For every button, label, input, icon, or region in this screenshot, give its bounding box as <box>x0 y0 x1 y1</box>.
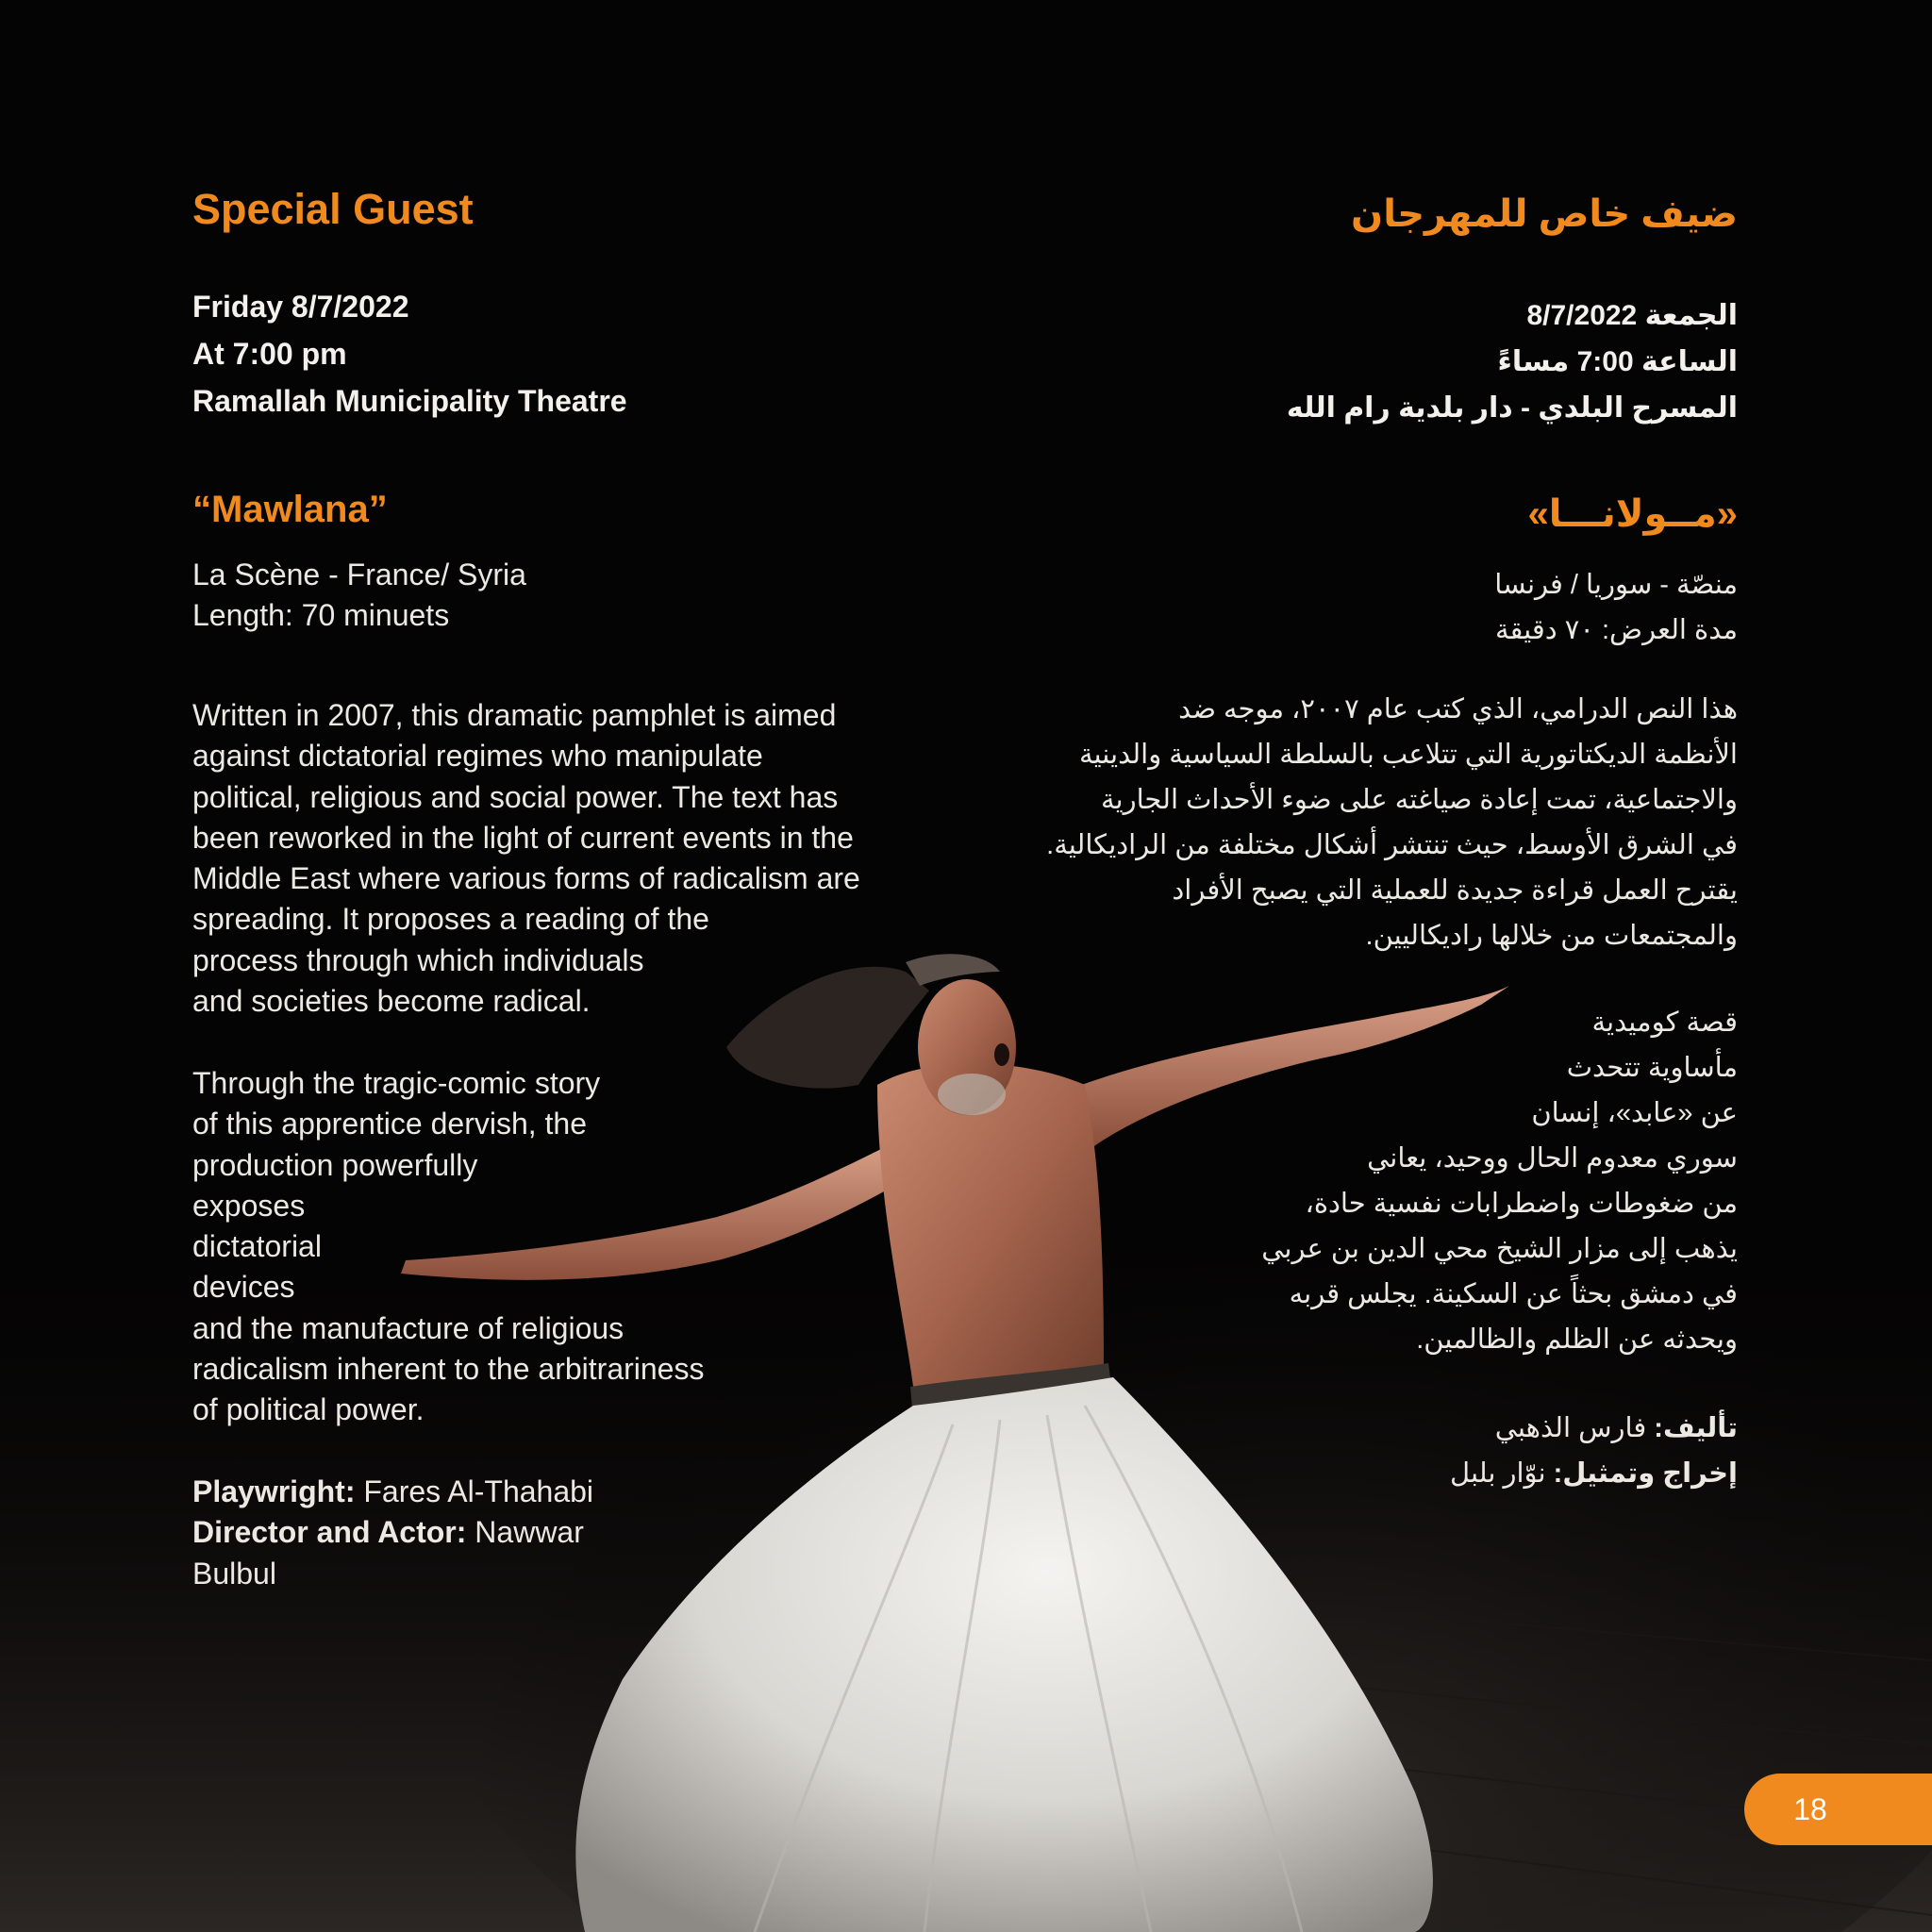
text-line: الأنظمة الديكتاتورية التي تتلاعب بالسلطة السياسية والدينية <box>1078 740 1738 770</box>
text-line: devices <box>192 1270 295 1305</box>
company-en: La Scène - France/ Syria <box>192 558 526 591</box>
text-line: political, religious and social power. The text has <box>192 779 839 814</box>
section-title-en: Special Guest <box>192 185 474 233</box>
description-paragraph-1-en <box>192 695 860 1022</box>
director-name-ar: نوّار بلبل <box>1450 1458 1554 1489</box>
text-line: من ضغوطات واضطرابات نفسية حادة، <box>1305 1189 1738 1219</box>
description-paragraph-2-en <box>192 1063 704 1431</box>
show-title-en: “Mawlana” <box>192 489 388 530</box>
text-line: against dictatorial regimes who manipulate <box>192 739 763 774</box>
credits-ar <box>1450 1406 1738 1496</box>
text-line: exposes <box>192 1188 306 1223</box>
text-line: هذا النص الدرامي، الذي كتب عام ٢٠٠٧، موجه ضد <box>1178 694 1738 724</box>
playwright-credit-ar <box>1450 1406 1738 1451</box>
text-line: يذهب إلى مزار الشيخ محي الدين بن عربي <box>1261 1234 1738 1264</box>
show-meta-en <box>192 555 526 636</box>
playwright-name-en: Fares Al-Thahabi <box>355 1474 594 1508</box>
director-credit-en <box>192 1512 593 1553</box>
director-label-ar: إخراج وتمثيل: <box>1553 1458 1738 1489</box>
show-title-ar: «مــولانـــا» <box>1527 493 1738 535</box>
description-paragraph-2-ar <box>1261 1000 1738 1362</box>
text-line: production powerfully <box>192 1147 478 1182</box>
length-ar: مدة العرض: ٧٠ دقيقة <box>1494 615 1738 645</box>
page-number: 18 <box>1793 1792 1827 1826</box>
playwright-label-ar: تأليف: <box>1654 1413 1738 1443</box>
text-line: Through the tragic-comic story <box>192 1066 601 1100</box>
event-time-en: At 7:00 pm <box>192 337 347 371</box>
text-line: قصة كوميدية <box>1591 1008 1738 1038</box>
text-line: في الشرق الأوسط، حيث تنتشر أشكال مختلفة من الراديكالية. <box>1046 830 1738 860</box>
text-line: dictatorial <box>192 1229 322 1264</box>
text-line: process through which individuals <box>192 942 644 977</box>
text-line: سوري معدوم الحال ووحيد، يعاني <box>1367 1143 1738 1174</box>
text-line: في دمشق بحثاً عن السكينة. يجلس قربه <box>1289 1279 1738 1309</box>
text-line: radicalism inherent to the arbitrariness <box>192 1352 705 1387</box>
event-date-ar: الجمعة 8/7/2022 <box>1526 300 1738 331</box>
text-line: Middle East where various forms of radicalism are <box>192 861 860 896</box>
description-paragraph-1-ar <box>1046 687 1738 958</box>
event-venue-en: Ramallah Municipality Theatre <box>192 384 627 418</box>
text-line: of this apprentice dervish, the <box>192 1107 588 1141</box>
text-line: Written in 2007, this dramatic pamphlet is aimed <box>192 698 837 732</box>
page-number-tab <box>1744 1774 1932 1845</box>
text-line: يقترح العمل قراءة جديدة للعملية التي يصبح الأفراد <box>1172 875 1738 906</box>
event-venue-ar: المسرح البلدي - دار بلدية رام الله <box>1286 392 1738 424</box>
event-time-ar: الساعة 7:00 مساءً <box>1497 346 1738 377</box>
playwright-label-en: Playwright: <box>192 1474 356 1508</box>
director-name-en: Nawwar <box>466 1515 584 1550</box>
text-line: عن «عابد»، إنسان <box>1531 1098 1738 1128</box>
text-line: والمجتمعات من خلالها راديكاليين. <box>1365 921 1738 951</box>
text-line: والاجتماعية، تمت إعادة صياغته على ضوء الأحداث الجارية <box>1100 785 1738 815</box>
director-name-cont-en: Bulbul <box>192 1556 276 1591</box>
playwright-credit-en <box>192 1472 593 1512</box>
director-label-en: Director and Actor: <box>192 1515 467 1550</box>
text-line: of political power. <box>192 1392 425 1427</box>
text-line: spreading. It proposes a reading of the <box>192 902 709 937</box>
event-info-ar <box>1287 292 1738 431</box>
event-date-en: Friday 8/7/2022 <box>192 290 409 324</box>
text-line: and societies become radical. <box>192 984 591 1019</box>
credits-en <box>192 1472 593 1594</box>
section-title-ar: ضيف خاص للمهرجان <box>1351 193 1738 235</box>
text-line: ويحدثه عن الظلم والظالمين. <box>1416 1324 1738 1355</box>
playwright-name-ar: فارس الذهبي <box>1494 1413 1655 1443</box>
company-ar: منصّة - سوريا / فرنسا <box>1494 570 1738 600</box>
show-meta-ar <box>1494 562 1738 653</box>
text-line: been reworked in the light of current events in the <box>192 820 854 855</box>
event-info-en <box>192 283 627 425</box>
text-line: and the manufacture of religious <box>192 1310 625 1345</box>
director-credit-ar <box>1450 1451 1738 1496</box>
length-en: Length: 70 minuets <box>192 598 450 632</box>
text-line: مأساوية تتحدث <box>1566 1053 1738 1083</box>
